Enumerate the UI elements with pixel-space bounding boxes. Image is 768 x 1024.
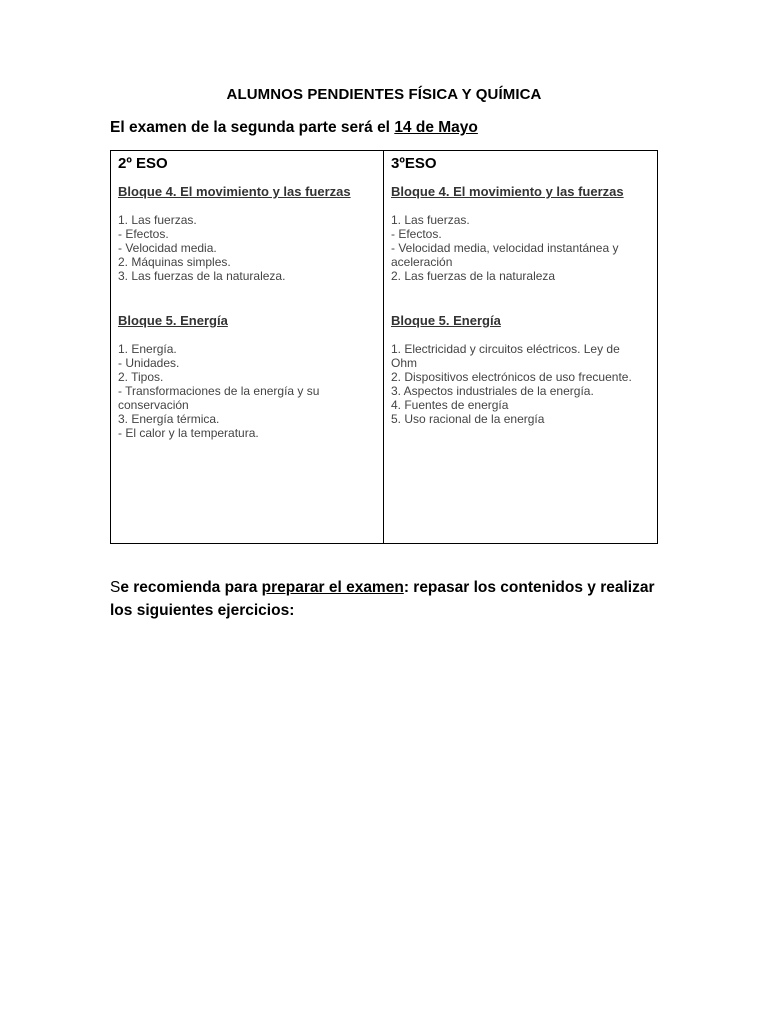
list-item: 2. Máquinas simples. — [118, 255, 231, 269]
syllabus-table — [110, 150, 658, 544]
list-item: 1. Electricidad y circuitos eléctricos. Ley de — [391, 342, 620, 356]
recommendation-line2: los siguientes ejercicios: — [110, 602, 295, 619]
list-item: 5. Uso racional de la energía — [391, 412, 545, 426]
list-item: 1. Las fuerzas. — [118, 213, 197, 227]
list-item: - El calor y la temperatura. — [118, 426, 259, 440]
recommendation-paragraph — [110, 576, 670, 622]
recommendation-part1: e recomienda para — [120, 579, 262, 596]
list-item: conservación — [118, 398, 189, 412]
bloque5-title-2eso: Bloque 5. Energía — [118, 313, 228, 328]
list-item: - Velocidad media. — [118, 241, 217, 255]
bloque5-title-3eso: Bloque 5. Energía — [391, 313, 501, 328]
list-item: - Efectos. — [118, 227, 169, 241]
bloque4-items-3eso — [391, 213, 651, 283]
recommendation-underlined: preparar el examen — [261, 579, 404, 596]
column-header-2eso: 2º ESO — [118, 155, 168, 172]
column-3eso — [384, 151, 657, 543]
bloque5-items-2eso — [118, 342, 377, 440]
bloque5-items-3eso — [391, 342, 651, 426]
list-item: 3. Las fuerzas de la naturaleza. — [118, 269, 286, 283]
exam-date: 14 de Mayo — [394, 119, 478, 136]
list-item: 4. Fuentes de energía — [391, 398, 509, 412]
bloque4-title-2eso: Bloque 4. El movimiento y las fuerzas — [118, 184, 351, 199]
list-item: 1. Energía. — [118, 342, 177, 356]
list-item: - Efectos. — [391, 227, 442, 241]
bloque4-title-3eso: Bloque 4. El movimiento y las fuerzas — [391, 184, 624, 199]
list-item: - Transformaciones de la energía y su — [118, 384, 320, 398]
column-header-3eso: 3ºESO — [391, 155, 437, 172]
list-item: 3. Aspectos industriales de la energía. — [391, 384, 594, 398]
list-item: 2. Las fuerzas de la naturaleza — [391, 269, 556, 283]
recommendation-s-letter: S — [110, 579, 121, 596]
list-item: 1. Las fuerzas. — [391, 213, 470, 227]
list-item: 2. Tipos. — [118, 370, 164, 384]
list-item: - Unidades. — [118, 356, 180, 370]
column-2eso — [111, 151, 384, 543]
list-item: 3. Energía térmica. — [118, 412, 220, 426]
bloque4-items-2eso — [118, 213, 377, 283]
list-item: - Velocidad media, velocidad instantánea y — [391, 241, 619, 255]
list-item: Ohm — [391, 356, 418, 370]
recommendation-part2: : repasar los contenidos y realizar — [403, 579, 655, 596]
list-item: aceleración — [391, 255, 453, 269]
page-title: ALUMNOS PENDIENTES FÍSICA Y QUÍMICA — [226, 86, 542, 103]
exam-date-line — [110, 119, 478, 137]
list-item: 2. Dispositivos electrónicos de uso frecuente. — [391, 370, 632, 384]
exam-line-prefix: El examen de la segunda parte será el — [110, 119, 395, 136]
